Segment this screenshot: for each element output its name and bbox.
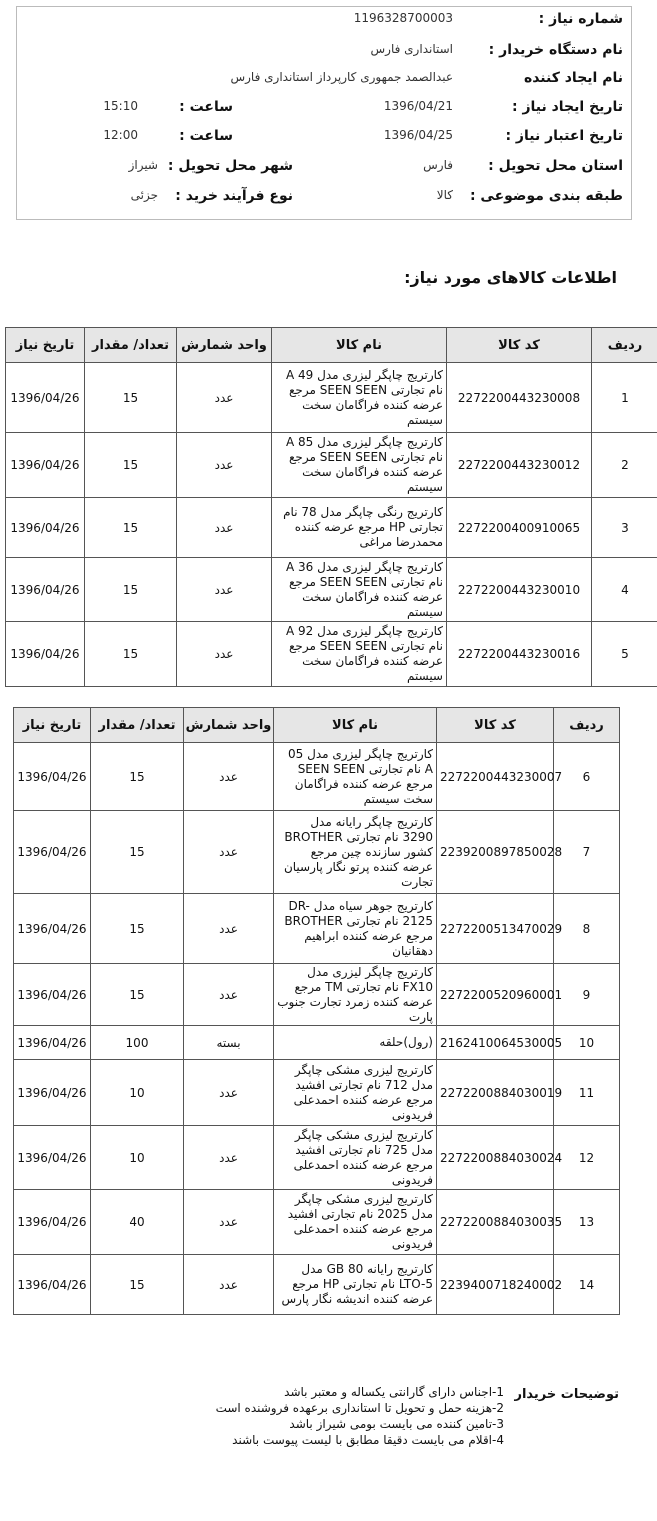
cell-quantity: 15 bbox=[91, 1255, 184, 1315]
cell-row-number: 9 bbox=[554, 964, 620, 1026]
table-row bbox=[14, 894, 620, 964]
cell-unit: عدد bbox=[184, 1060, 274, 1126]
cell-item-name: کارتریج چاپگر لیزری مدل 05 A نام تجارتی SEEN SEEN مرجع عرضه کننده فراگامان سخت سیستم bbox=[274, 743, 437, 811]
table-row bbox=[14, 1190, 620, 1255]
table-header-row bbox=[6, 328, 657, 363]
cell-need-date: 1396/04/26 bbox=[6, 622, 85, 687]
col-row-header: ردیف bbox=[554, 708, 620, 743]
need-number-label: شماره نیاز : bbox=[538, 11, 623, 27]
cell-item-name: کارتریج جوهر سیاه مدل DR-2125 نام تجارتی BROTHER مرجع عرضه کننده ابراهیم دهقانیان bbox=[274, 894, 437, 964]
table-row bbox=[14, 1060, 620, 1126]
cell-quantity: 15 bbox=[91, 811, 184, 894]
table-row bbox=[14, 1126, 620, 1190]
cell-row-number: 11 bbox=[554, 1060, 620, 1126]
items-table-2-body bbox=[14, 743, 620, 1315]
cell-row-number: 13 bbox=[554, 1190, 620, 1255]
cell-item-name: (رول)حلقه bbox=[274, 1026, 437, 1060]
valid-time-label: ساعت : bbox=[179, 128, 233, 144]
cell-quantity: 15 bbox=[85, 433, 177, 498]
col-name-header: نام کالا bbox=[272, 328, 447, 363]
buyer-org-row bbox=[25, 42, 623, 70]
need-number-value: 1196328700003 bbox=[353, 11, 453, 25]
cell-item-code: 2272200884030035 bbox=[437, 1190, 554, 1255]
col-qty-header: تعداد/ مقدار bbox=[85, 328, 177, 363]
table-row bbox=[6, 558, 657, 622]
process-value: جزئی bbox=[130, 188, 158, 202]
delivery-row bbox=[25, 158, 623, 186]
col-code-header: کد کالا bbox=[437, 708, 554, 743]
cell-item-code: 2272200884030019 bbox=[437, 1060, 554, 1126]
valid-date-value: 1396/04/25 bbox=[383, 128, 453, 142]
cell-row-number: 3 bbox=[592, 498, 657, 558]
col-name-header: نام کالا bbox=[274, 708, 437, 743]
table-header-row bbox=[14, 708, 620, 743]
items-table-2 bbox=[13, 707, 620, 1315]
cell-item-code: 2272200884030024 bbox=[437, 1126, 554, 1190]
cell-unit: عدد bbox=[177, 558, 272, 622]
table-row bbox=[6, 498, 657, 558]
cell-unit: عدد bbox=[177, 622, 272, 687]
cell-unit: عدد bbox=[184, 894, 274, 964]
col-date-header: تاریخ نیاز bbox=[14, 708, 91, 743]
note-line: 3-تامین کننده می بایست بومی شیراز باشد bbox=[289, 1417, 504, 1431]
cell-row-number: 10 bbox=[554, 1026, 620, 1060]
col-date-header: تاریخ نیاز bbox=[6, 328, 85, 363]
cell-item-name: کارتریج چاپگر رایانه مدل 3290 نام تجارتی BROTHER کشور سازنده چین مرجع عرضه کننده پرتو نگار پارسیان تجارت bbox=[274, 811, 437, 894]
buyer-org-value: استانداری فارس bbox=[370, 42, 453, 56]
cell-unit: عدد bbox=[177, 433, 272, 498]
cell-need-date: 1396/04/26 bbox=[6, 498, 85, 558]
cell-quantity: 10 bbox=[91, 1060, 184, 1126]
cell-need-date: 1396/04/26 bbox=[14, 894, 91, 964]
cell-item-name: کارتریج چاپگر لیزری مدل 85 A نام تجارتی SEEN SEEN مرجع عرضه کننده فراگامان سخت سیستم bbox=[272, 433, 447, 498]
cell-quantity: 40 bbox=[91, 1190, 184, 1255]
cell-need-date: 1396/04/26 bbox=[14, 1255, 91, 1315]
category-value: کالا bbox=[436, 188, 453, 202]
cell-unit: عدد bbox=[184, 811, 274, 894]
table-row bbox=[14, 964, 620, 1026]
category-label: طبقه بندی موضوعی : bbox=[469, 188, 623, 204]
creator-row bbox=[25, 70, 623, 98]
cell-need-date: 1396/04/26 bbox=[6, 558, 85, 622]
cell-quantity: 15 bbox=[91, 964, 184, 1026]
cell-need-date: 1396/04/26 bbox=[14, 1126, 91, 1190]
note-line: 4-اقلام می بایست دقیقا مطابق با لیست پیوست باشند bbox=[232, 1433, 504, 1447]
cell-row-number: 12 bbox=[554, 1126, 620, 1190]
table-row bbox=[6, 622, 657, 687]
created-date-label: تاریخ ایجاد نیاز : bbox=[511, 99, 623, 115]
cell-need-date: 1396/04/26 bbox=[6, 363, 85, 433]
cell-row-number: 2 bbox=[592, 433, 657, 498]
cell-item-code: 2272200520960001 bbox=[437, 964, 554, 1026]
col-row-header: ردیف bbox=[592, 328, 657, 363]
cell-item-code: 2272200443230016 bbox=[447, 622, 592, 687]
delivery-city-label: شهر محل تحویل : bbox=[167, 158, 293, 174]
cell-quantity: 15 bbox=[85, 558, 177, 622]
need-number-row bbox=[25, 11, 623, 39]
creator-label: نام ایجاد کننده bbox=[523, 70, 623, 86]
cell-unit: بسته bbox=[184, 1026, 274, 1060]
cell-need-date: 1396/04/26 bbox=[14, 964, 91, 1026]
cell-item-code: 2272200513470029 bbox=[437, 894, 554, 964]
category-row bbox=[25, 188, 623, 216]
cell-item-code: 2162410064530005 bbox=[437, 1026, 554, 1060]
items-table-1 bbox=[5, 327, 657, 687]
cell-item-code: 2272200400910065 bbox=[447, 498, 592, 558]
cell-item-name: کارتریج رایانه 80 GB مدل LTO-5 نام تجارتی HP مرجع عرضه کننده اندیشه نگار پارس bbox=[274, 1255, 437, 1315]
valid-date-label: تاریخ اعتبار نیاز : bbox=[505, 128, 623, 144]
cell-quantity: 15 bbox=[85, 498, 177, 558]
cell-unit: عدد bbox=[184, 743, 274, 811]
cell-quantity: 15 bbox=[91, 743, 184, 811]
cell-item-name: کارتریج لیزری مشکی چاپگر مدل 725 نام تجارتی افشید مرجع عرضه کننده احمدعلی فریدونی bbox=[274, 1126, 437, 1190]
cell-quantity: 10 bbox=[91, 1126, 184, 1190]
col-unit-header: واحد شمارش bbox=[184, 708, 274, 743]
cell-quantity: 15 bbox=[85, 622, 177, 687]
cell-quantity: 15 bbox=[85, 363, 177, 433]
table-row bbox=[14, 1026, 620, 1060]
created-date-row bbox=[25, 99, 623, 127]
table-row bbox=[14, 811, 620, 894]
cell-need-date: 1396/04/26 bbox=[14, 811, 91, 894]
cell-quantity: 100 bbox=[91, 1026, 184, 1060]
creator-value: عبدالصمد جمهوری کارپرداز استانداری فارس bbox=[230, 70, 453, 84]
cell-item-name: کارتریج لیزری مشکی چاپگر مدل 712 نام تجارتی افشید مرجع عرضه کننده احمدعلی فریدونی bbox=[274, 1060, 437, 1126]
cell-need-date: 1396/04/26 bbox=[6, 433, 85, 498]
cell-row-number: 1 bbox=[592, 363, 657, 433]
valid-time-value: 12:00 bbox=[103, 128, 138, 142]
cell-row-number: 5 bbox=[592, 622, 657, 687]
cell-item-code: 2272200443230010 bbox=[447, 558, 592, 622]
buyer-notes-label: توضیحات خریدار bbox=[514, 1387, 619, 1402]
cell-quantity: 15 bbox=[91, 894, 184, 964]
process-label: نوع فرآیند خرید : bbox=[175, 188, 293, 204]
cell-row-number: 6 bbox=[554, 743, 620, 811]
delivery-province-label: استان محل تحویل : bbox=[488, 158, 623, 174]
cell-need-date: 1396/04/26 bbox=[14, 743, 91, 811]
need-header-box bbox=[16, 6, 632, 220]
cell-item-name: کارتریج چاپگر لیزری مدل 36 A نام تجارتی SEEN SEEN مرجع عرضه کننده فراگامان سخت سیستم bbox=[272, 558, 447, 622]
cell-need-date: 1396/04/26 bbox=[14, 1060, 91, 1126]
cell-row-number: 8 bbox=[554, 894, 620, 964]
cell-unit: عدد bbox=[184, 1255, 274, 1315]
cell-unit: عدد bbox=[177, 363, 272, 433]
cell-item-code: 2239200897850028 bbox=[437, 811, 554, 894]
cell-item-name: کارتریج چاپگر لیزری مدل FX10 نام تجارتی TM مرجع عرضه کننده زمرد تجارت جنوب پارت bbox=[274, 964, 437, 1026]
cell-item-code: 2272200443230008 bbox=[447, 363, 592, 433]
note-line: 2-هزینه حمل و تحویل تا استانداری برعهده فروشنده است bbox=[215, 1401, 504, 1415]
table-row bbox=[14, 1255, 620, 1315]
cell-unit: عدد bbox=[184, 964, 274, 1026]
cell-item-name: کارتریج لیزری مشکی چاپگر مدل 2025 نام تجارتی افشید مرجع عرضه کننده احمدعلی فریدونی bbox=[274, 1190, 437, 1255]
cell-item-code: 2272200443230012 bbox=[447, 433, 592, 498]
created-time-label: ساعت : bbox=[179, 99, 233, 115]
cell-item-code: 2272200443230007 bbox=[437, 743, 554, 811]
cell-row-number: 7 bbox=[554, 811, 620, 894]
table-row bbox=[14, 743, 620, 811]
table-row bbox=[6, 363, 657, 433]
cell-item-code: 2239400718240002 bbox=[437, 1255, 554, 1315]
created-date-value: 1396/04/21 bbox=[383, 99, 453, 113]
items-section-title: اطلاعات کالاهای مورد نیاز: bbox=[404, 268, 617, 287]
created-time-value: 15:10 bbox=[103, 99, 138, 113]
cell-need-date: 1396/04/26 bbox=[14, 1026, 91, 1060]
cell-row-number: 14 bbox=[554, 1255, 620, 1315]
delivery-province-value: فارس bbox=[423, 158, 453, 172]
cell-item-name: کارتریج رنگی چاپگر مدل 78 نام تجارتی HP مرجع عرضه کننده محمدرضا مراغی bbox=[272, 498, 447, 558]
cell-row-number: 4 bbox=[592, 558, 657, 622]
buyer-org-label: نام دستگاه خریدار : bbox=[488, 42, 623, 58]
cell-unit: عدد bbox=[184, 1190, 274, 1255]
cell-unit: عدد bbox=[177, 498, 272, 558]
cell-need-date: 1396/04/26 bbox=[14, 1190, 91, 1255]
col-qty-header: تعداد/ مقدار bbox=[91, 708, 184, 743]
table-row bbox=[6, 433, 657, 498]
cell-item-name: کارتریج چاپگر لیزری مدل 49 A نام تجارتی SEEN SEEN مرجع عرضه کننده فراگامان سخت سیستم bbox=[272, 363, 447, 433]
col-code-header: کد کالا bbox=[447, 328, 592, 363]
note-line: 1-اجناس دارای گارانتی یکساله و معتبر باشد bbox=[284, 1385, 504, 1399]
valid-date-row bbox=[25, 128, 623, 156]
cell-unit: عدد bbox=[184, 1126, 274, 1190]
buyer-notes bbox=[216, 1384, 504, 1448]
items-table-1-body bbox=[6, 363, 657, 687]
col-unit-header: واحد شمارش bbox=[177, 328, 272, 363]
delivery-city-value: شیراز bbox=[128, 158, 158, 172]
cell-item-name: کارتریج چاپگر لیزری مدل 92 A نام تجارتی SEEN SEEN مرجع عرضه کننده فراگامان سخت سیستم bbox=[272, 622, 447, 687]
